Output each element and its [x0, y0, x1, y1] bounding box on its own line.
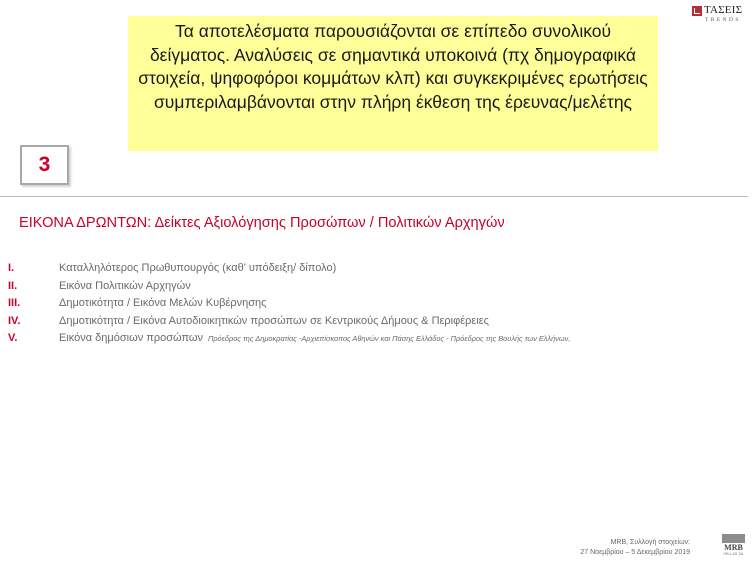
contents-item-note: Πρόεδρος της Δημοκρατίας -Αρχιεπίσκοπος Αθηνών και Πάσης Ελλάδος - Πρόεδρος της Βουλής των Ελλήνων,	[207, 334, 571, 344]
tasis-logo-subtitle: TRENDS	[705, 17, 741, 23]
contents-item-label	[59, 297, 266, 309]
header-divider	[0, 196, 748, 197]
contents-item-label	[59, 280, 191, 292]
footer-source	[580, 538, 690, 558]
tasis-logo-word: ΤΑΣΕΙΣ	[704, 4, 743, 16]
contents-item-number: I.	[8, 262, 15, 274]
tasis-trends-logo	[692, 5, 748, 25]
section-title: ΕΙΚΟΝΑ ΔΡΩΝΤΩΝ: Δείκτες Αξιολόγησης Προσώπων / Πολιτικών Αρχηγών	[19, 215, 505, 231]
contents-item-number: III.	[8, 297, 21, 310]
contents-item-number: IV.	[8, 314, 21, 327]
contents-item-text: Δημοτικότητα / Εικόνα Αυτοδιοικητικών προσώπων σε Κεντρικούς Δήμους & Περιφέρειες	[59, 314, 489, 327]
footer-date-line: 27 Νοεμβρίου – 5 Δεκεμβρίου 2019	[580, 549, 690, 556]
section-number: 3	[38, 153, 51, 176]
contents-item-number: V.	[8, 332, 18, 345]
footer-source-line: MRB, Συλλογή στοιχείων:	[610, 539, 690, 546]
sample-note-text: Τα αποτελέσματα παρουσιάζονται σε επίπεδο συνολικού δείγματος. Αναλύσεις σε σημαντικά υποκοινά (πχ δημογραφικά στοιχεία, ψηφοφόροι κομμάτων κλπ) και συγκεκριμένες ερωτήσεις συμπεριλαμβάνονται στην πλήρη έκθεση της έρευνας/μελέτης	[138, 21, 648, 112]
contents-item-text: Εικόνα Πολιτικών Αρχηγών	[59, 279, 191, 292]
contents-item-label	[59, 332, 570, 344]
sample-note-box	[128, 16, 658, 151]
mrb-logo-subtitle: HELLAS SA	[723, 552, 744, 556]
contents-item-text: Εικόνα δημόσιων προσώπων	[59, 332, 203, 345]
tasis-logo-icon	[692, 6, 702, 16]
contents-item-label	[59, 262, 336, 274]
mrb-logo-word: MRB	[724, 543, 743, 552]
contents-item-text: Δημοτικότητα / Εικόνα Μελών Κυβέρνησης	[59, 297, 267, 310]
contents-item-text: Καταλληλότερος Πρωθυπουργός (καθ' υπόδειξη/ δίπολο)	[59, 262, 337, 274]
mrb-logo-icon	[722, 534, 745, 543]
contents-item-label	[59, 315, 489, 327]
section-number-box	[20, 145, 69, 185]
contents-item-number: II.	[8, 279, 18, 292]
mrb-logo	[722, 534, 745, 556]
